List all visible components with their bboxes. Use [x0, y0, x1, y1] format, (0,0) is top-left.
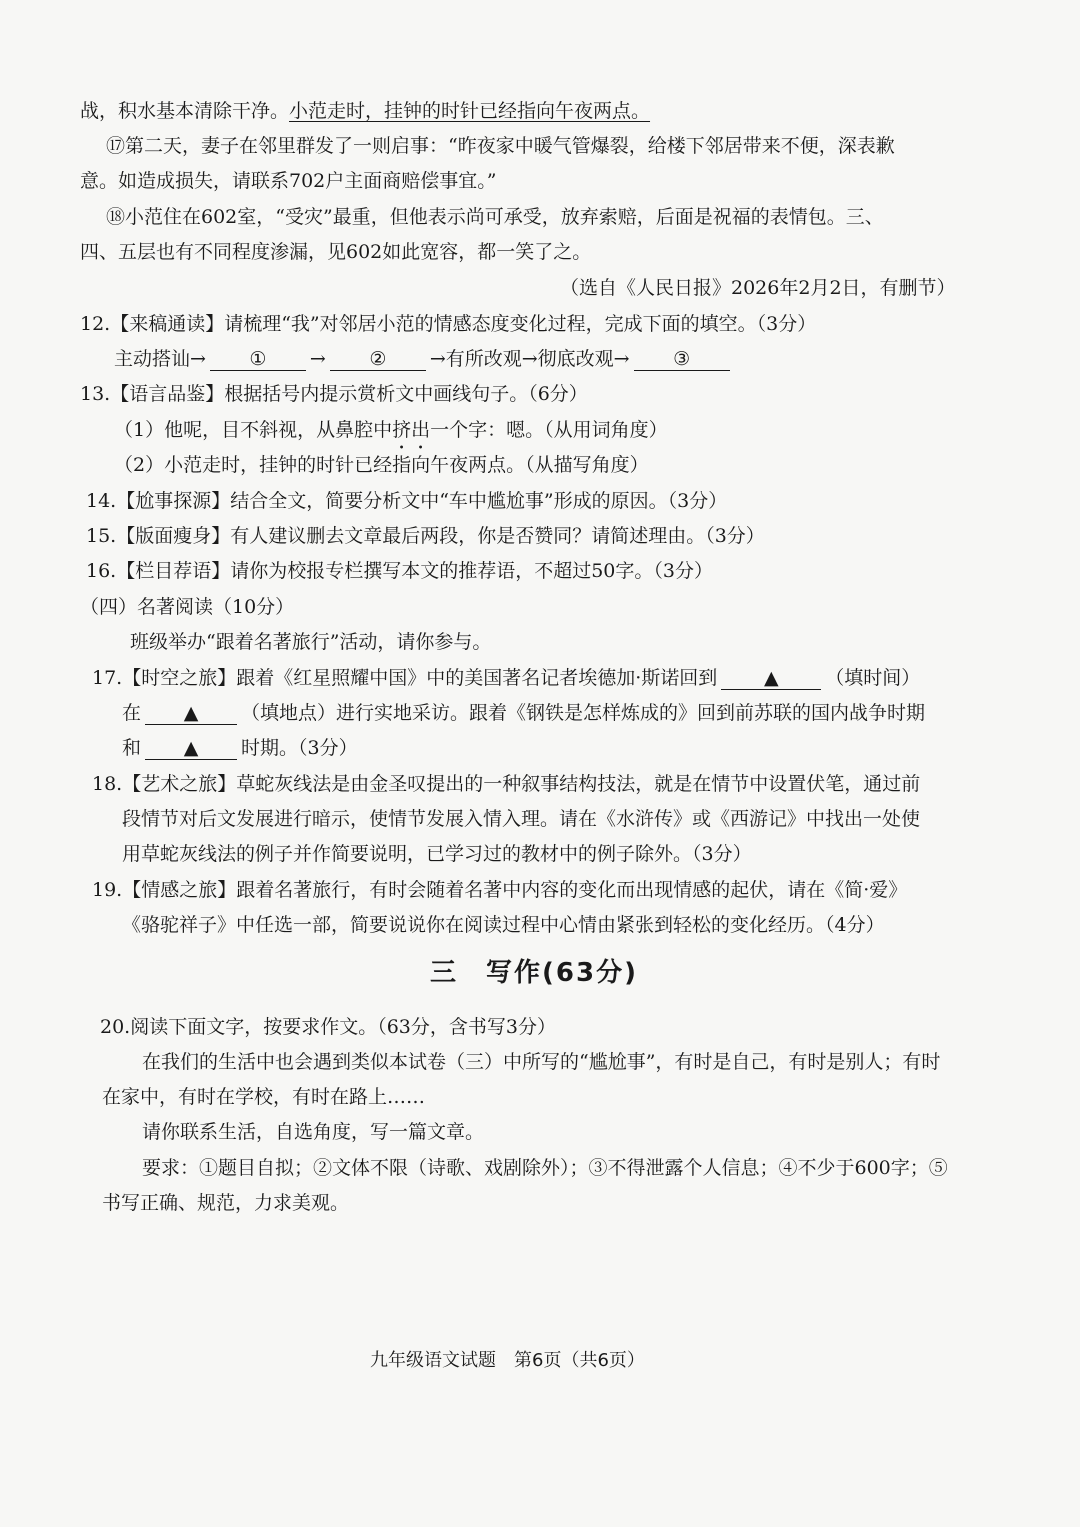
- q17-mid: （填地点）进行实地采访。跟着《钢铁是怎样炼成的》回到前苏联的国内战争时期: [241, 702, 926, 724]
- question-14: 14.【尬事探源】结合全文，简要分析文中“车中尴尬事”形成的原因。（3分）: [86, 490, 728, 512]
- question-20-stem: 20.阅读下面文字，按要求作文。（63分，含书写3分）: [100, 1016, 556, 1038]
- sub1-text-end: 一个字：嗯。（从用词角度）: [430, 419, 668, 441]
- question-17-line-1: [92, 665, 920, 691]
- question-12-stem: 12.【来稿通读】请梳理“我”对邻居小范的情感态度变化过程，完成下面的填空。（3分）: [80, 313, 817, 335]
- underlined-sentence: 小范走时，挂钟的时针已经指向午夜两点。: [289, 100, 651, 122]
- q17-text: 17.【时空之旅】跟着《红星照耀中国》中的美国著名记者埃德加·斯诺回到: [92, 667, 718, 689]
- question-15: 15.【版面瘦身】有人建议删去文章最后两段，你是否赞同？请简述理由。（3分）: [86, 525, 765, 547]
- passage-text: 战，积水基本清除干净。: [80, 100, 290, 122]
- question-18-line-3: 用草蛇灰线法的例子并作简要说明，已学习过的教材中的例子除外。（3分）: [122, 843, 752, 865]
- question-13-stem: 13.【语言品鉴】根据括号内提示赏析文中画线句子。（6分）: [80, 383, 588, 405]
- question-18-line-1: 18.【艺术之旅】草蛇灰线法是由金圣叹提出的一种叙事结构技法，就是在情节中设置伏笔，通过前: [92, 773, 921, 795]
- section-4-heading: （四）名著阅读（10分）: [80, 596, 295, 618]
- q17-end: 时期。（3分）: [241, 737, 358, 759]
- question-17-line-3: [122, 735, 358, 761]
- question-13-sub-1: [114, 417, 668, 443]
- question-13-sub-2: （2）小范走时，挂钟的时针已经指向午夜两点。（从描写角度）: [114, 454, 649, 476]
- answer-blank-3[interactable]: ③: [634, 348, 730, 371]
- q17-and: 和: [122, 737, 142, 759]
- source-citation: （选自《人民日报》2026年2月2日，有删节）: [560, 277, 956, 299]
- question-18-line-2: 段情节对后文发展进行暗示，使情节发展入情入理。请在《水浒传》或《西游记》中找出一处使: [122, 808, 921, 830]
- writing-section-title: 三 写作(63分): [430, 958, 638, 988]
- question-19-line-2: 《骆驼祥子》中任选一部，简要说说你在阅读过程中心情由紧张到轻松的变化经历。（4分）: [122, 914, 885, 936]
- sub1-text: （1）他呢，目不斜视，从鼻腔中: [114, 419, 393, 441]
- emphasized-char: 出: [411, 419, 431, 441]
- writing-prompt-line-2: 在家中，有时在学校，有时在路上……: [102, 1086, 426, 1108]
- answer-blank-2[interactable]: ②: [330, 348, 426, 371]
- question-19-line-1: 19.【情感之旅】跟着名著旅行，有时会随着名著中内容的变化而出现情感的起伏，请在《简·爱》: [92, 879, 908, 901]
- writing-prompt-line-1: 在我们的生活中也会遇到类似本试卷（三）中所写的“尴尬事”，有时是自己，有时是别人；有时: [142, 1051, 941, 1073]
- passage-line: [80, 98, 650, 124]
- paragraph-18-line-2: 四、五层也有不同程度渗漏，见602如此宽容，都一笑了之。: [80, 241, 592, 263]
- answer-blank-period[interactable]: ▲: [145, 737, 237, 760]
- writing-requirements-line-1: 要求：①题目自拟；②文体不限（诗歌、戏剧除外）；③不得泄露个人信息；④不少于600字；⑤: [142, 1157, 948, 1179]
- writing-requirements-line-2: 书写正确、规范，力求美观。: [102, 1192, 350, 1214]
- chain-prefix: 主动搭讪→: [114, 348, 206, 370]
- chain-middle: →有所改观→彻底改观→: [429, 348, 630, 370]
- writing-instruction: 请你联系生活，自选角度，写一篇文章。: [142, 1121, 485, 1143]
- q17-in: 在: [122, 702, 142, 724]
- paragraph-18-line-1: ⑱小范住在602室，“受灾”最重，但他表示尚可承受，放弃索赔，后面是祝福的表情包。三、: [106, 206, 884, 228]
- page-footer: 九年级语文试题 第6页（共6页）: [370, 1350, 645, 1371]
- q17-hint: （填时间）: [825, 667, 921, 689]
- section-4-intro: 班级举办“跟着名著旅行”活动，请你参与。: [130, 631, 492, 653]
- question-16: 16.【栏目荐语】请你为校报专栏撰写本文的推荐语，不超过50字。（3分）: [86, 560, 713, 582]
- paragraph-17-line-1: ⑰第二天，妻子在邻里群发了一则启事：“昨夜家中暖气管爆裂，给楼下邻居带来不便，深表歉: [106, 135, 895, 157]
- paragraph-17-line-2: 意。如造成损失，请联系702户主面商赔偿事宜。”: [80, 170, 497, 192]
- chain-arrow: →: [309, 348, 326, 370]
- question-12-chain: [114, 346, 734, 372]
- question-17-line-2: [122, 700, 925, 726]
- emphasized-char: 挤: [392, 419, 412, 441]
- answer-blank-place[interactable]: ▲: [145, 702, 237, 725]
- answer-blank-1[interactable]: ①: [210, 348, 306, 371]
- answer-blank-time[interactable]: ▲: [721, 667, 821, 690]
